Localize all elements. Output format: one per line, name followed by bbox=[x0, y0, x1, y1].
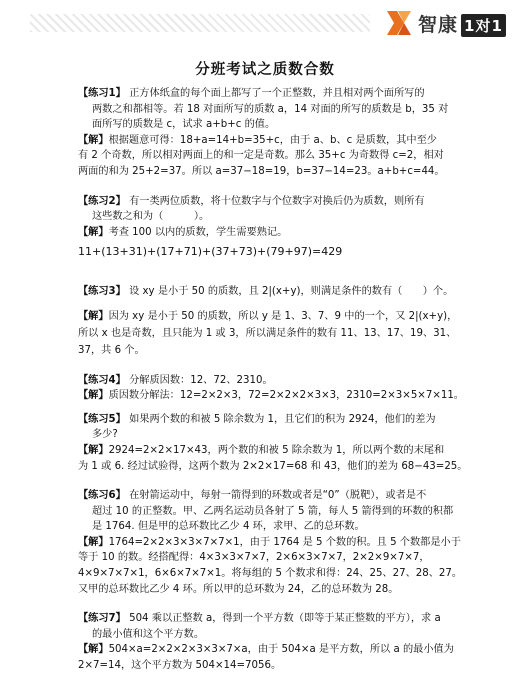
exercise-answer: 【解】2924=2×2×17×43，两个数的和被 5 除余数为 1，所以两个数的末尾和 bbox=[78, 444, 445, 456]
question-line: 超过 10 的正整数。甲、乙两名运动员各射了 5 箭，每人 5 箭得到的环数的积都 bbox=[92, 505, 454, 517]
exercise-question: 【练习7】 504 乘以正整数 a，得到一个平方数（即等于某正整数的平方），求 a bbox=[78, 613, 441, 625]
exercise-answer: 【解】504×a=2×2×2×3×3×7×a，由于 504×a 是平方数，所以 a 的最小值为 bbox=[78, 644, 454, 656]
exercise-question: 【练习4】 分解质因数：12、72、2310。 bbox=[78, 374, 273, 386]
header-bar bbox=[0, 0, 530, 46]
question-line: 的最小值和这个平方数。 bbox=[92, 628, 205, 640]
exercise-question: 【练习3】 设 xy 是小于 50 的质数，且 2|(x+y)，则满足条件的数有（ ）个。 bbox=[78, 285, 454, 297]
answer-line: 4×9×7×7×1，6×6×7×7×1。将每组的 5 个数求和得：24、25、27、28、27。 bbox=[78, 568, 463, 580]
answer-line: 2×7=14，这个平方数为 504×14=7056。 bbox=[78, 660, 282, 672]
question-line: 是 1764. 但是甲的总环数比乙少 4 环，求甲、乙的总环数。 bbox=[92, 521, 365, 533]
exercise-question: 【练习5】 如果两个数的和被 5 除余数为 1，且它们的积为 2924，他们的差为 bbox=[78, 413, 436, 425]
page-title: 分班考试之质数合数 bbox=[195, 62, 335, 78]
answer-line: 所以 x 也是奇数，且只能为 1 或 3，所以满足条件的数有 11、13、17、19、31、 bbox=[78, 327, 457, 339]
answer-line: 为 1 或 6. 经过试验得，这两个数为 2×2×17=68 和 43，他们的差为 68−43=25。 bbox=[78, 460, 468, 472]
exercise-answer: 【解】根据题意可得：18+a=14+b=35+c，由于 a、b、c 是质数，其中至少 bbox=[78, 134, 437, 146]
brand-suffix: 1对1 bbox=[461, 14, 506, 37]
answer-formula: 11+(13+31)+(17+71)+(37+73)+(79+97)=429 bbox=[78, 245, 343, 259]
exercise-answer: 【解】因为 xy 是小于 50 的质数，所以 y 是 1、3、7、9 中的一个，又 2|(x+y)， bbox=[78, 310, 458, 322]
exercise-question: 【练习2】 有一类两位质数，将十位数字与个位数字对换后仍为质数，则所有 bbox=[78, 195, 425, 207]
exercise-question: 【练习6】 在射箭运动中，每射一箭得到的环数或者是“0”（脱靶），或者是不 bbox=[78, 490, 427, 502]
answer-line: 两面的和为 25+2=37。所以 a=37−18=19，b=37−14=23。a+b+c=44。 bbox=[78, 165, 445, 177]
exercise-question: 【练习1】 正方体纸盒的每个面上都写了一个正整数，并且相对两个面所写的 bbox=[78, 88, 425, 99]
answer-line: 有 2 个奇数，所以相对两面上的和一定是奇数。那么 35+c 为奇数得 c=2，相对 bbox=[78, 150, 444, 162]
brand-logo bbox=[384, 6, 506, 40]
question-line: 面所写的质数是 c，试求 a+b+c 的值。 bbox=[92, 119, 276, 131]
answer-line: 等于 10 的数。经搭配得：4×3×3×7×7，2×6×3×7×7，2×2×9×7×7， bbox=[78, 552, 430, 564]
exercise-answer: 【解】1764=2×2×3×3×7×7×1，由于 1764 是 5 个数的积。且 5 个数都是小于 bbox=[78, 536, 461, 548]
exercise-answer: 【解】考查 100 以内的质数，学生需要熟记。 bbox=[78, 226, 288, 238]
exercise-list bbox=[78, 86, 474, 674]
question-line: 两数之和都相等。若 18 对面所写的质数 a，14 对面的所写的质数是 b，35 对 bbox=[92, 103, 449, 115]
logo-icon bbox=[384, 8, 414, 38]
exercise-answer: 【解】质因数分解法：12=2×2×3，72=2×2×2×3×3，2310=2×3×5×7×11。 bbox=[78, 390, 464, 402]
brand-name: 智康 1对1 bbox=[418, 10, 506, 37]
decorative-stripe bbox=[30, 14, 370, 32]
answer-line: 37，共 6 个。 bbox=[78, 344, 145, 356]
question-line: 这些数之和为（ ）。 bbox=[92, 211, 210, 223]
answer-line: 又甲的总环数比乙少 4 环。所以甲的总环数为 24，乙的总环数为 28。 bbox=[78, 583, 399, 595]
question-line: 多少? bbox=[92, 429, 118, 441]
